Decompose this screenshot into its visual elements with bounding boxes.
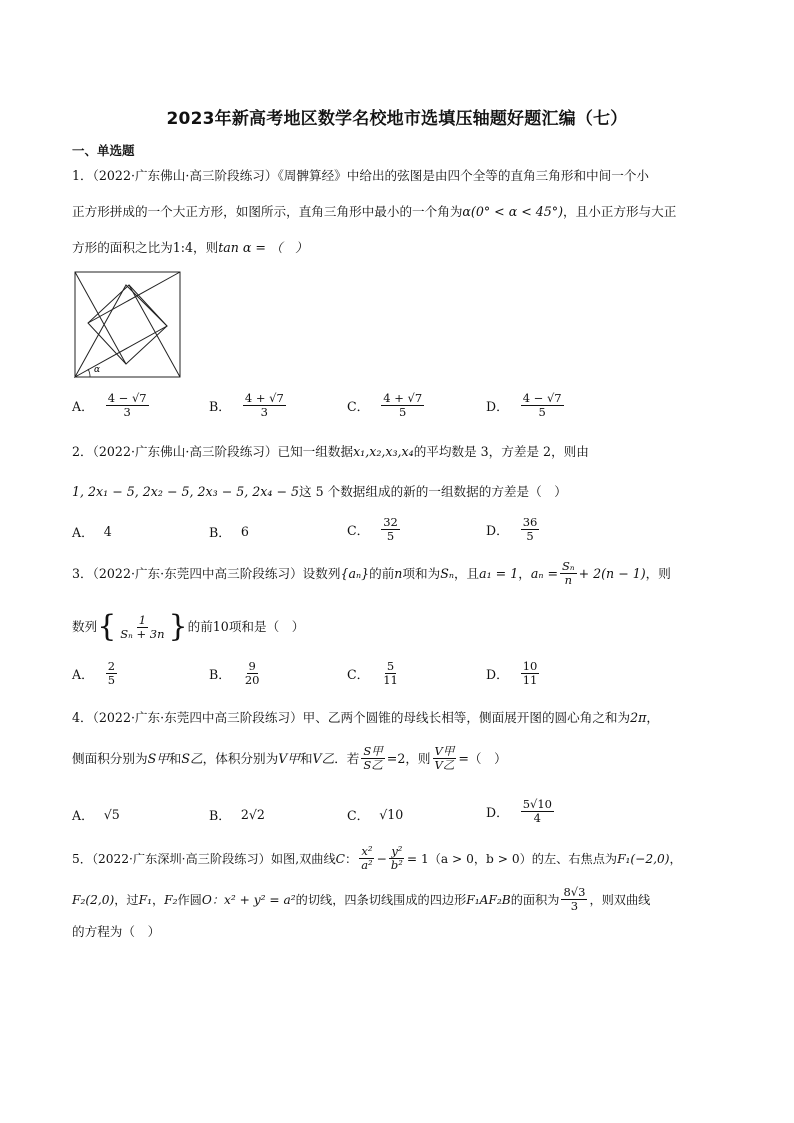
q4-option-a[interactable]: A． √5 xyxy=(72,807,120,823)
q2-option-b[interactable]: B． 6 xyxy=(209,524,249,540)
q1-line3c: ，则 xyxy=(193,240,219,255)
q1-line2a: 正方形拼成的一个大正方形，如图所示，直角三角形中最小的一个角为 xyxy=(72,204,463,219)
q2-data-vars: x₁,x₂,x₃,x₄ xyxy=(353,444,414,459)
triangle-top xyxy=(88,272,180,323)
q1-angle-range: α(0° < α < 45°) xyxy=(462,204,563,219)
q2-option-a[interactable]: A． 4 xyxy=(72,524,112,540)
q2-line1: 2．（2022·广东佛山·高三阶段练习）已知一组数据x₁,x₂,x₃,x₄的平均数是 3，方差是 2，则由 xyxy=(72,444,589,459)
q1-tan-expr: tan α = （ ） xyxy=(218,240,308,255)
q4-option-b[interactable]: B． 2√2 xyxy=(209,807,265,823)
q2-option-d[interactable]: D． $\frac{36}{5}$ xyxy=(486,515,538,543)
outer-square xyxy=(75,272,180,377)
q4-line1: 4．（2022·广东·东莞四中高三阶段练习）甲、乙两个圆锥的母线长相等，侧面展开图的圆心角之和为2π， xyxy=(72,710,660,725)
triangle-right xyxy=(129,285,180,377)
q5-line1: 5．（2022·广东深圳·高三阶段练习）如图,双曲线 C ： $\frac{\text{x²}}{\text{a²}}$ − $\frac{\text{y²}}{\text{b²}}$ = 1（a > 0，b > 0）的左、右焦点为 F₁(−2,0) ， xyxy=(72,844,682,872)
section-heading: 一、单选题 xyxy=(72,143,135,158)
q2-option-c[interactable]: C． $\frac{32}{5}$ xyxy=(347,515,398,543)
triangle-left xyxy=(75,272,126,364)
q1-line2 xyxy=(72,203,676,221)
left-brace: { xyxy=(97,609,117,644)
q4-option-d[interactable]: D． $\frac{5√10}{4}$ xyxy=(486,797,552,825)
q1-line3a: 方形的面积之比为 xyxy=(72,240,173,255)
q3-line1: 3．（2022·广东·东莞四中高三阶段练习）设数列 {aₙ} 的前 n 项和为 Sₙ ，且 a₁ = 1 ， aₙ = $\frac{\text{Sₙ}}{n}$ + 2(n − 1) ，则 xyxy=(72,559,671,587)
q2-line2: 1, 2x₁ − 5, 2x₂ − 5, 2x₃ − 5, 2x₄ − 5这 5 个数据组成的新的一组数据的方差是（ ） xyxy=(72,484,567,499)
q1-line3 xyxy=(72,239,308,257)
q3-option-a[interactable]: A． $\frac{2}{5}$ xyxy=(72,659,116,687)
right-brace: } xyxy=(168,609,188,644)
q3-option-c[interactable]: C． $\frac{5}{11}$ xyxy=(347,659,398,687)
q3-option-d[interactable]: D． $\frac{10}{11}$ xyxy=(486,659,538,687)
q3-option-b[interactable]: B． $\frac{9}{20}$ xyxy=(209,659,260,687)
alpha-label: α xyxy=(94,365,101,375)
triangle-bottom xyxy=(75,285,167,377)
q4-option-c[interactable]: C． √10 xyxy=(347,807,404,823)
q1-zhao-shuang-diagram xyxy=(74,271,182,379)
q3-line2: 数列 { $\frac{1}{\text{Sₙ + 3n}}$ } 的前 10 项和是（ ） xyxy=(72,609,305,644)
q1-option-b[interactable]: B． $\frac{4 + √7}{3}$ xyxy=(209,391,284,419)
page-title: 2023年新高考地区数学名校地市选填压轴题好题汇编（七） xyxy=(166,109,628,129)
q1-line1: 1．（2022·广东佛山·高三阶段练习）《周髀算经》中给出的弦图是由四个全等的直角三角形和中间一个小 xyxy=(72,168,650,183)
q1-option-c[interactable]: C． $\frac{4 + √7}{5}$ xyxy=(347,391,423,419)
q2-new-data: 1, 2x₁ − 5, 2x₂ − 5, 2x₃ − 5, 2x₄ − 5 xyxy=(72,484,299,499)
q1-option-d[interactable]: D． $\frac{4 - √7}{5}$ xyxy=(486,391,562,419)
q5-line2: F₂(2,0) ，过 F₁ ， F₂ 作圆 O：x² + y² = a² 的切线，四条切线围成的四边形 F₁AF₂B 的面积为 $\frac{8√3}{3}$ ，则双曲线 xyxy=(72,885,651,913)
q1-ratio: 1:4 xyxy=(172,240,194,255)
q4-line2: 侧面积分别为 S甲 和 S乙 ，体积分别为 V甲 和 V乙 ．若 $\frac{\text{S甲}}{\text{S乙}}$ =2，则 $\frac{\text{V甲}}{\text{V乙}}$ =（ ） xyxy=(72,744,507,772)
angle-arc xyxy=(88,369,90,377)
inner-square xyxy=(88,285,167,364)
q1-line2c: ，且小正方形与大正 xyxy=(563,204,677,219)
q1-option-a[interactable]: A． $\frac{4 - √7}{3}$ xyxy=(72,391,147,419)
q5-line3: 的方程为（ ） xyxy=(72,924,161,939)
